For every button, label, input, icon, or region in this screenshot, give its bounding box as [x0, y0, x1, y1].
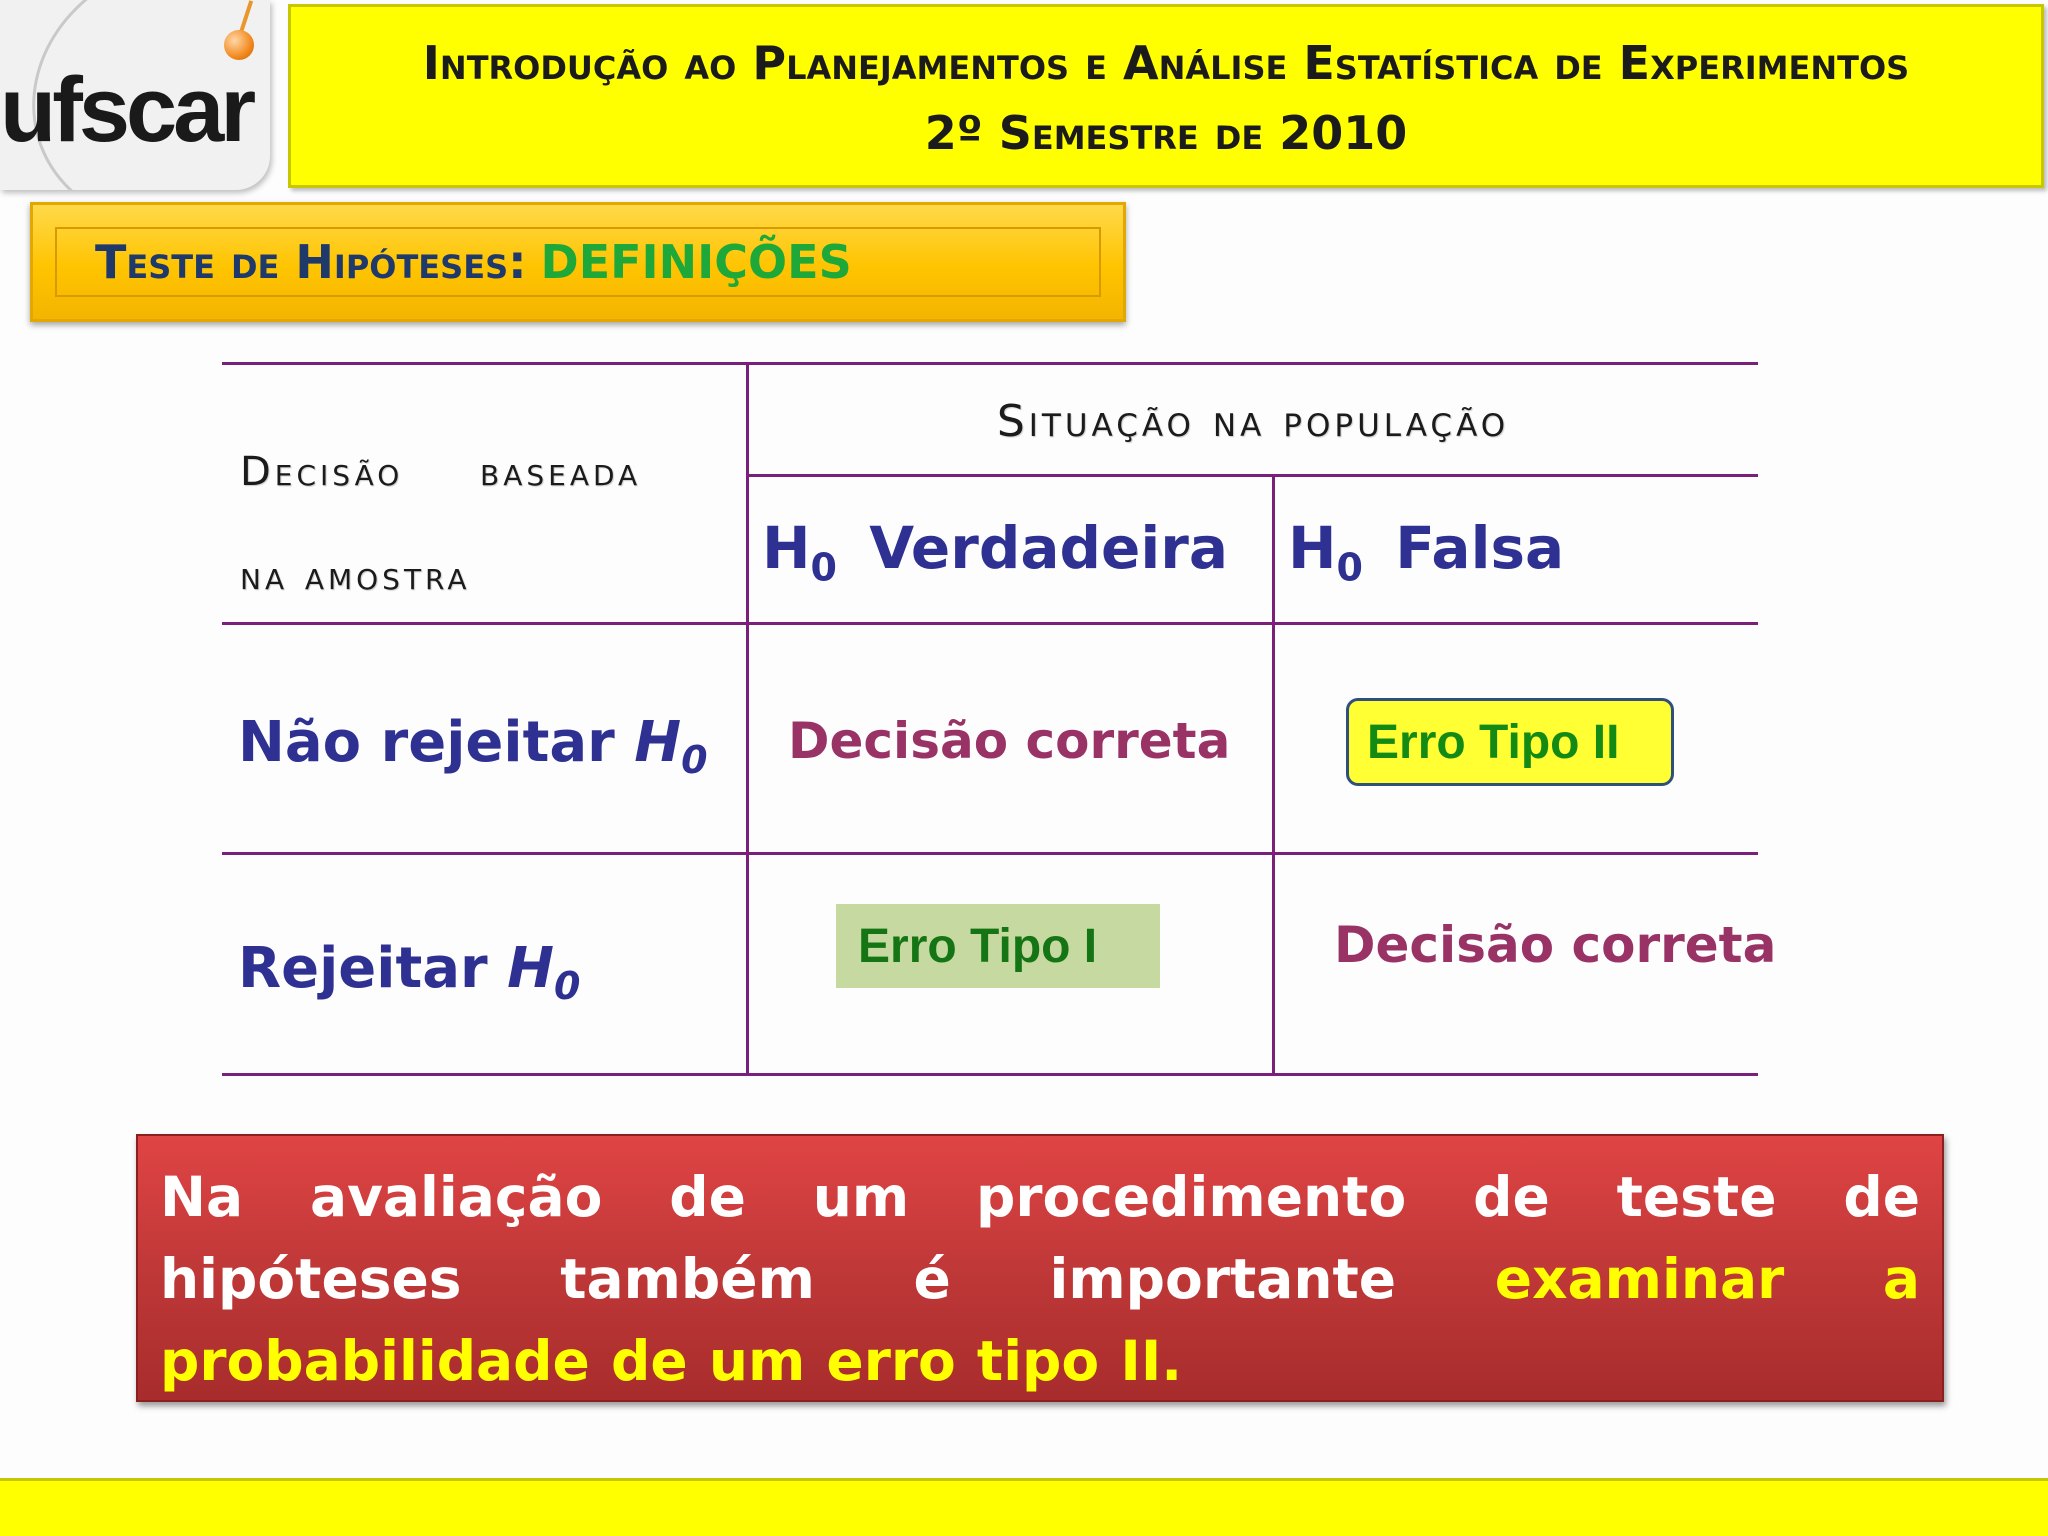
row-reject-label: Rejeitar	[238, 936, 488, 1001]
h0-subscript: 0	[1336, 545, 1363, 590]
table-top-rule	[222, 362, 1758, 365]
column-divider-2	[1272, 476, 1275, 1076]
h0-true-header	[762, 514, 1228, 590]
decision-column-header	[240, 420, 730, 628]
cell-correct-decision-1: Decisão correta	[788, 712, 1231, 770]
h0-symbol: H	[762, 514, 811, 582]
h0-false-label: Falsa	[1395, 514, 1565, 582]
h0-subscript: 0	[810, 545, 837, 590]
cell-type-i-error: Erro Tipo I	[836, 904, 1160, 988]
section-title-text: Teste de Hipóteses:	[95, 235, 527, 289]
section-title	[55, 227, 1101, 297]
situation-header: Situação na população	[996, 396, 1510, 447]
section-title-highlight: DEFINIÇÕES	[540, 235, 852, 289]
decision-header-line2: na amostra	[240, 553, 471, 599]
h0-subscript: 0	[554, 964, 581, 1009]
cell-correct-decision-2: Decisão correta	[1334, 916, 1777, 974]
logo-orange-dot	[224, 30, 254, 60]
row-not-reject-label: Não rejeitar	[238, 710, 615, 775]
logo-wordmark: ufscar	[0, 59, 253, 161]
row-not-reject	[238, 710, 708, 782]
semester-title: 2º Semestre de 2010	[924, 106, 1408, 160]
course-title: Introdução ao Planejamentos e Análise Estatística de Experimentos	[422, 36, 1910, 90]
note-text: Na avaliação de um procedimento de teste de hipóteses também é importante	[160, 1165, 1920, 1311]
row-divider-rule	[222, 852, 1758, 855]
h0-subscript: 0	[681, 738, 708, 783]
table-bottom-rule	[222, 1073, 1758, 1076]
h0-symbol: H	[507, 936, 555, 1001]
h0-true-label: Verdadeira	[869, 514, 1228, 582]
column-divider-1	[746, 364, 749, 1076]
row-reject	[238, 936, 580, 1008]
situation-header-rule	[748, 474, 1758, 477]
note-highlight: examinar a probabilidade de um erro tipo II.	[160, 1247, 1921, 1393]
h0-false-header	[1288, 514, 1564, 590]
course-title-banner	[288, 4, 2044, 188]
decision-header-line1: Decisão baseada	[240, 449, 642, 495]
section-title-box	[30, 202, 1126, 322]
h0-symbol: H	[1288, 514, 1337, 582]
ufscar-logo	[0, 0, 270, 190]
note-box	[136, 1134, 1944, 1402]
h0-symbol: H	[634, 710, 682, 775]
footer-bar	[0, 1478, 2048, 1536]
cell-type-ii-error: Erro Tipo II	[1346, 698, 1674, 786]
